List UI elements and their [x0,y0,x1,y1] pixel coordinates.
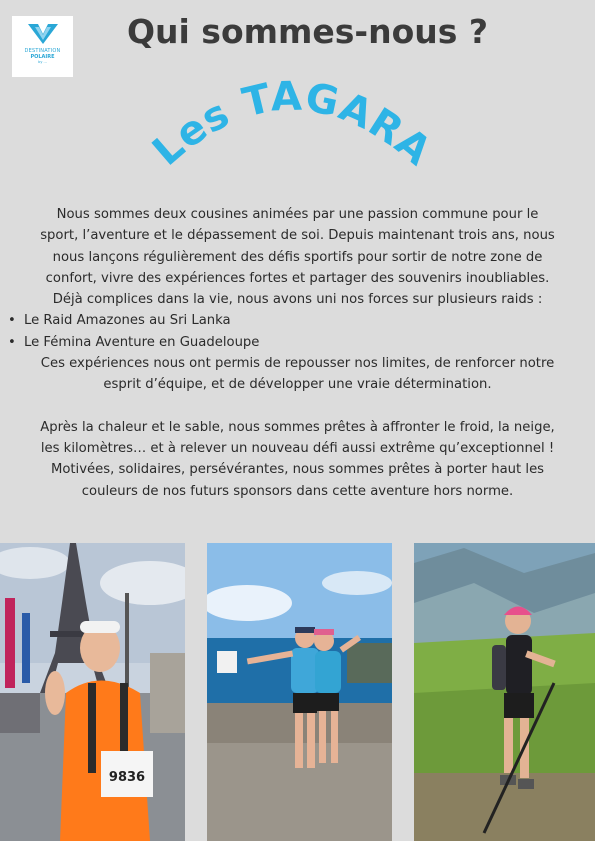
text-line: esprit d’équipe, et de développer une vraie détermination. [103,377,492,393]
team-name-arc [140,70,440,190]
body-text [0,204,595,502]
text-line: confort, vivre des expériences fortes et partager des souvenirs inoubliables. [45,270,550,286]
text-line: Nous sommes deux cousines animées par une passion commune pour le [56,207,539,222]
text-line: sport, l’aventure et le dépassement de soi. Depuis maintenant trois ans, nous [40,228,555,244]
text-line: Déjà complices dans la vie, nous avons uni nos forces sur plusieurs raids : [52,292,543,308]
text-line: Ces expériences nous ont permis de repousser nos limites, de renforcer notre [40,356,555,372]
text-line: Motivées, solidaires, persévérantes, nous sommes prêtes à porter haut les [50,462,545,478]
logo-line-2: POLAIRE [30,54,55,60]
photo-seaside-duo [207,543,392,841]
photo-mountain-hike [414,543,595,841]
text-line: Après la chaleur et le sable, nous sommes prêtes à affronter le froid, la neige, [40,419,555,435]
text-line: nous lançons régulièrement des défis sportifs pour sortir de notre zone de [52,249,543,265]
text-line: les kilomètres… et à relever un nouveau défi aussi extrême qu’exceptionnel ! [40,440,555,456]
raid-list-item [0,332,595,353]
raid-label: Le Raid Amazones au Sri Lanka [24,313,231,329]
bullet-icon: • [8,313,16,329]
bullet-icon: • [8,334,16,350]
bib-number: 9836 [108,770,146,785]
raid-list-item [0,310,595,331]
photo-eiffel-tower-run [0,543,185,841]
text-line: couleurs de nos futurs sponsors dans cette aventure hors norme. [81,483,514,499]
logo-line-1: DESTINATION [24,48,61,54]
team-name: Les TAGARA [144,73,440,175]
logo-line-3: by ... [38,60,47,64]
page-title: Qui sommes-nous ? [126,12,489,51]
raid-label: Le Fémina Aventure en Guadeloupe [24,334,260,350]
